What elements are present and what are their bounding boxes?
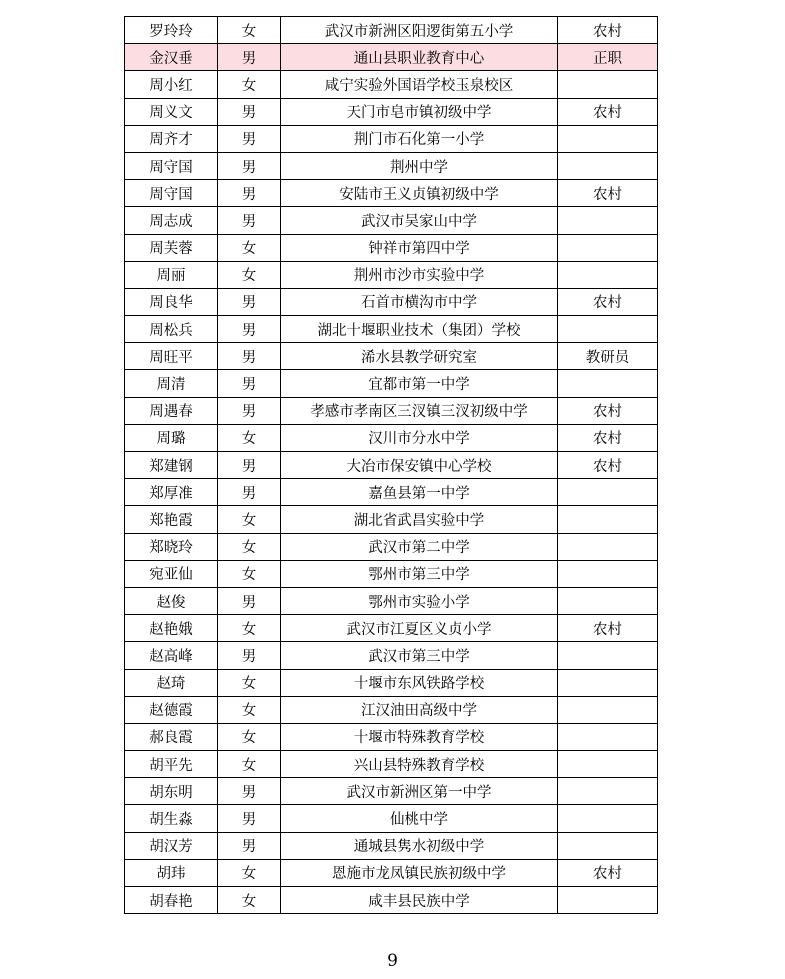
table-row bbox=[125, 587, 658, 614]
table-row bbox=[125, 98, 658, 125]
table-row bbox=[125, 615, 658, 642]
gender-cell: 男 bbox=[218, 397, 281, 424]
note-cell: 农村 bbox=[558, 859, 658, 886]
note-cell: 农村 bbox=[558, 180, 658, 207]
name-cell: 赵琦 bbox=[125, 669, 218, 696]
gender-cell: 女 bbox=[218, 615, 281, 642]
school-cell: 天门市皂市镇初级中学 bbox=[281, 98, 558, 125]
note-cell: 农村 bbox=[558, 452, 658, 479]
table-row bbox=[125, 560, 658, 587]
name-cell: 胡玮 bbox=[125, 859, 218, 886]
gender-cell: 男 bbox=[218, 778, 281, 805]
name-cell: 周璐 bbox=[125, 424, 218, 451]
table-row bbox=[125, 370, 658, 397]
name-cell: 赵德霞 bbox=[125, 696, 218, 723]
gender-cell: 男 bbox=[218, 805, 281, 832]
name-cell: 周小红 bbox=[125, 71, 218, 98]
table-row bbox=[125, 832, 658, 859]
table-row bbox=[125, 180, 658, 207]
gender-cell: 男 bbox=[218, 370, 281, 397]
note-cell bbox=[558, 778, 658, 805]
gender-cell: 男 bbox=[218, 832, 281, 859]
table-row bbox=[125, 125, 658, 152]
page-number: 9 bbox=[387, 951, 398, 971]
note-cell: 正职 bbox=[558, 44, 658, 71]
name-cell: 胡生淼 bbox=[125, 805, 218, 832]
note-cell bbox=[558, 479, 658, 506]
note-cell bbox=[558, 125, 658, 152]
school-cell: 荆州市沙市实验中学 bbox=[281, 261, 558, 288]
school-cell: 通山县职业教育中心 bbox=[281, 44, 558, 71]
gender-cell: 女 bbox=[218, 669, 281, 696]
school-cell: 武汉市新洲区第一中学 bbox=[281, 778, 558, 805]
table-row bbox=[125, 71, 658, 98]
table-row bbox=[125, 805, 658, 832]
note-cell bbox=[558, 261, 658, 288]
gender-cell: 男 bbox=[218, 288, 281, 315]
note-cell bbox=[558, 316, 658, 343]
name-cell: 周义文 bbox=[125, 98, 218, 125]
gender-cell: 女 bbox=[218, 261, 281, 288]
name-cell: 郑建钢 bbox=[125, 452, 218, 479]
table-row bbox=[125, 343, 658, 370]
note-cell bbox=[558, 723, 658, 750]
table-row bbox=[125, 859, 658, 886]
school-cell: 武汉市新洲区阳逻街第五小学 bbox=[281, 17, 558, 44]
name-cell: 赵高峰 bbox=[125, 642, 218, 669]
table-row bbox=[125, 479, 658, 506]
name-cell: 罗玲玲 bbox=[125, 17, 218, 44]
gender-cell: 女 bbox=[218, 71, 281, 98]
name-cell: 郝良霞 bbox=[125, 723, 218, 750]
note-cell: 农村 bbox=[558, 288, 658, 315]
school-cell: 石首市横沟市中学 bbox=[281, 288, 558, 315]
school-cell: 武汉市江夏区义贞小学 bbox=[281, 615, 558, 642]
school-cell: 大冶市保安镇中心学校 bbox=[281, 452, 558, 479]
gender-cell: 男 bbox=[218, 479, 281, 506]
name-cell: 周志成 bbox=[125, 207, 218, 234]
gender-cell: 男 bbox=[218, 98, 281, 125]
name-cell: 周旺平 bbox=[125, 343, 218, 370]
table-row bbox=[125, 316, 658, 343]
roster-body bbox=[125, 17, 658, 914]
table-row bbox=[125, 533, 658, 560]
gender-cell: 女 bbox=[218, 560, 281, 587]
table-row bbox=[125, 642, 658, 669]
gender-cell: 男 bbox=[218, 316, 281, 343]
school-cell: 嘉鱼县第一中学 bbox=[281, 479, 558, 506]
school-cell: 浠水县教学研究室 bbox=[281, 343, 558, 370]
note-cell: 农村 bbox=[558, 98, 658, 125]
name-cell: 胡汉芳 bbox=[125, 832, 218, 859]
name-cell: 胡东明 bbox=[125, 778, 218, 805]
note-cell bbox=[558, 696, 658, 723]
name-cell: 周松兵 bbox=[125, 316, 218, 343]
gender-cell: 男 bbox=[218, 180, 281, 207]
school-cell: 钟祥市第四中学 bbox=[281, 234, 558, 261]
note-cell: 农村 bbox=[558, 397, 658, 424]
name-cell: 周清 bbox=[125, 370, 218, 397]
note-cell bbox=[558, 805, 658, 832]
gender-cell: 女 bbox=[218, 234, 281, 261]
school-cell: 武汉市吴家山中学 bbox=[281, 207, 558, 234]
table-row bbox=[125, 506, 658, 533]
note-cell bbox=[558, 587, 658, 614]
name-cell: 郑厚准 bbox=[125, 479, 218, 506]
school-cell: 咸宁实验外国语学校玉泉校区 bbox=[281, 71, 558, 98]
table-row bbox=[125, 669, 658, 696]
roster-table bbox=[124, 16, 658, 914]
gender-cell: 女 bbox=[218, 859, 281, 886]
table-row bbox=[125, 261, 658, 288]
table-row bbox=[125, 696, 658, 723]
school-cell: 鄂州市实验小学 bbox=[281, 587, 558, 614]
gender-cell: 女 bbox=[218, 751, 281, 778]
name-cell: 周遇春 bbox=[125, 397, 218, 424]
name-cell: 周守国 bbox=[125, 180, 218, 207]
table-row bbox=[125, 424, 658, 451]
note-cell bbox=[558, 751, 658, 778]
name-cell: 胡平先 bbox=[125, 751, 218, 778]
name-cell: 周守国 bbox=[125, 152, 218, 179]
school-cell: 咸丰县民族中学 bbox=[281, 887, 558, 914]
name-cell: 赵俊 bbox=[125, 587, 218, 614]
table-row bbox=[125, 778, 658, 805]
table-row bbox=[125, 17, 658, 44]
school-cell: 十堰市东风铁路学校 bbox=[281, 669, 558, 696]
table-row bbox=[125, 397, 658, 424]
table-row bbox=[125, 207, 658, 234]
note-cell bbox=[558, 506, 658, 533]
table-row-highlighted bbox=[125, 44, 658, 71]
name-cell: 周良华 bbox=[125, 288, 218, 315]
gender-cell: 女 bbox=[218, 424, 281, 451]
school-cell: 湖北省武昌实验中学 bbox=[281, 506, 558, 533]
school-cell: 兴山县特殊教育学校 bbox=[281, 751, 558, 778]
note-cell bbox=[558, 533, 658, 560]
note-cell: 农村 bbox=[558, 615, 658, 642]
name-cell: 郑晓玲 bbox=[125, 533, 218, 560]
note-cell: 教研员 bbox=[558, 343, 658, 370]
gender-cell: 女 bbox=[218, 17, 281, 44]
school-cell: 荆门市石化第一小学 bbox=[281, 125, 558, 152]
note-cell bbox=[558, 669, 658, 696]
gender-cell: 男 bbox=[218, 125, 281, 152]
gender-cell: 女 bbox=[218, 533, 281, 560]
note-cell bbox=[558, 642, 658, 669]
school-cell: 荆州中学 bbox=[281, 152, 558, 179]
note-cell bbox=[558, 560, 658, 587]
note-cell bbox=[558, 207, 658, 234]
note-cell bbox=[558, 887, 658, 914]
name-cell: 赵艳娥 bbox=[125, 615, 218, 642]
gender-cell: 男 bbox=[218, 343, 281, 370]
note-cell bbox=[558, 234, 658, 261]
note-cell bbox=[558, 152, 658, 179]
name-cell: 周芙蓉 bbox=[125, 234, 218, 261]
name-cell: 胡春艳 bbox=[125, 887, 218, 914]
gender-cell: 男 bbox=[218, 207, 281, 234]
name-cell: 周丽 bbox=[125, 261, 218, 288]
name-cell: 郑艳霞 bbox=[125, 506, 218, 533]
school-cell: 仙桃中学 bbox=[281, 805, 558, 832]
school-cell: 安陆市王义贞镇初级中学 bbox=[281, 180, 558, 207]
gender-cell: 男 bbox=[218, 587, 281, 614]
table-row bbox=[125, 723, 658, 750]
note-cell bbox=[558, 370, 658, 397]
gender-cell: 女 bbox=[218, 887, 281, 914]
note-cell bbox=[558, 71, 658, 98]
gender-cell: 女 bbox=[218, 723, 281, 750]
school-cell: 汉川市分水中学 bbox=[281, 424, 558, 451]
gender-cell: 男 bbox=[218, 642, 281, 669]
gender-cell: 女 bbox=[218, 696, 281, 723]
name-cell: 周齐才 bbox=[125, 125, 218, 152]
school-cell: 江汉油田高级中学 bbox=[281, 696, 558, 723]
note-cell: 农村 bbox=[558, 424, 658, 451]
school-cell: 通城县隽水初级中学 bbox=[281, 832, 558, 859]
school-cell: 孝感市孝南区三汊镇三汊初级中学 bbox=[281, 397, 558, 424]
school-cell: 十堰市特殊教育学校 bbox=[281, 723, 558, 750]
table-row bbox=[125, 152, 658, 179]
note-cell bbox=[558, 832, 658, 859]
table-row bbox=[125, 288, 658, 315]
note-cell: 农村 bbox=[558, 17, 658, 44]
school-cell: 武汉市第三中学 bbox=[281, 642, 558, 669]
table-row bbox=[125, 452, 658, 479]
table-row bbox=[125, 887, 658, 914]
school-cell: 鄂州市第三中学 bbox=[281, 560, 558, 587]
school-cell: 恩施市龙凤镇民族初级中学 bbox=[281, 859, 558, 886]
gender-cell: 男 bbox=[218, 44, 281, 71]
name-cell: 宛亚仙 bbox=[125, 560, 218, 587]
gender-cell: 女 bbox=[218, 506, 281, 533]
name-cell: 金汉垂 bbox=[125, 44, 218, 71]
school-cell: 宜都市第一中学 bbox=[281, 370, 558, 397]
school-cell: 湖北十堰职业技术（集团）学校 bbox=[281, 316, 558, 343]
school-cell: 武汉市第二中学 bbox=[281, 533, 558, 560]
table-row bbox=[125, 751, 658, 778]
table-row bbox=[125, 234, 658, 261]
gender-cell: 男 bbox=[218, 152, 281, 179]
gender-cell: 男 bbox=[218, 452, 281, 479]
